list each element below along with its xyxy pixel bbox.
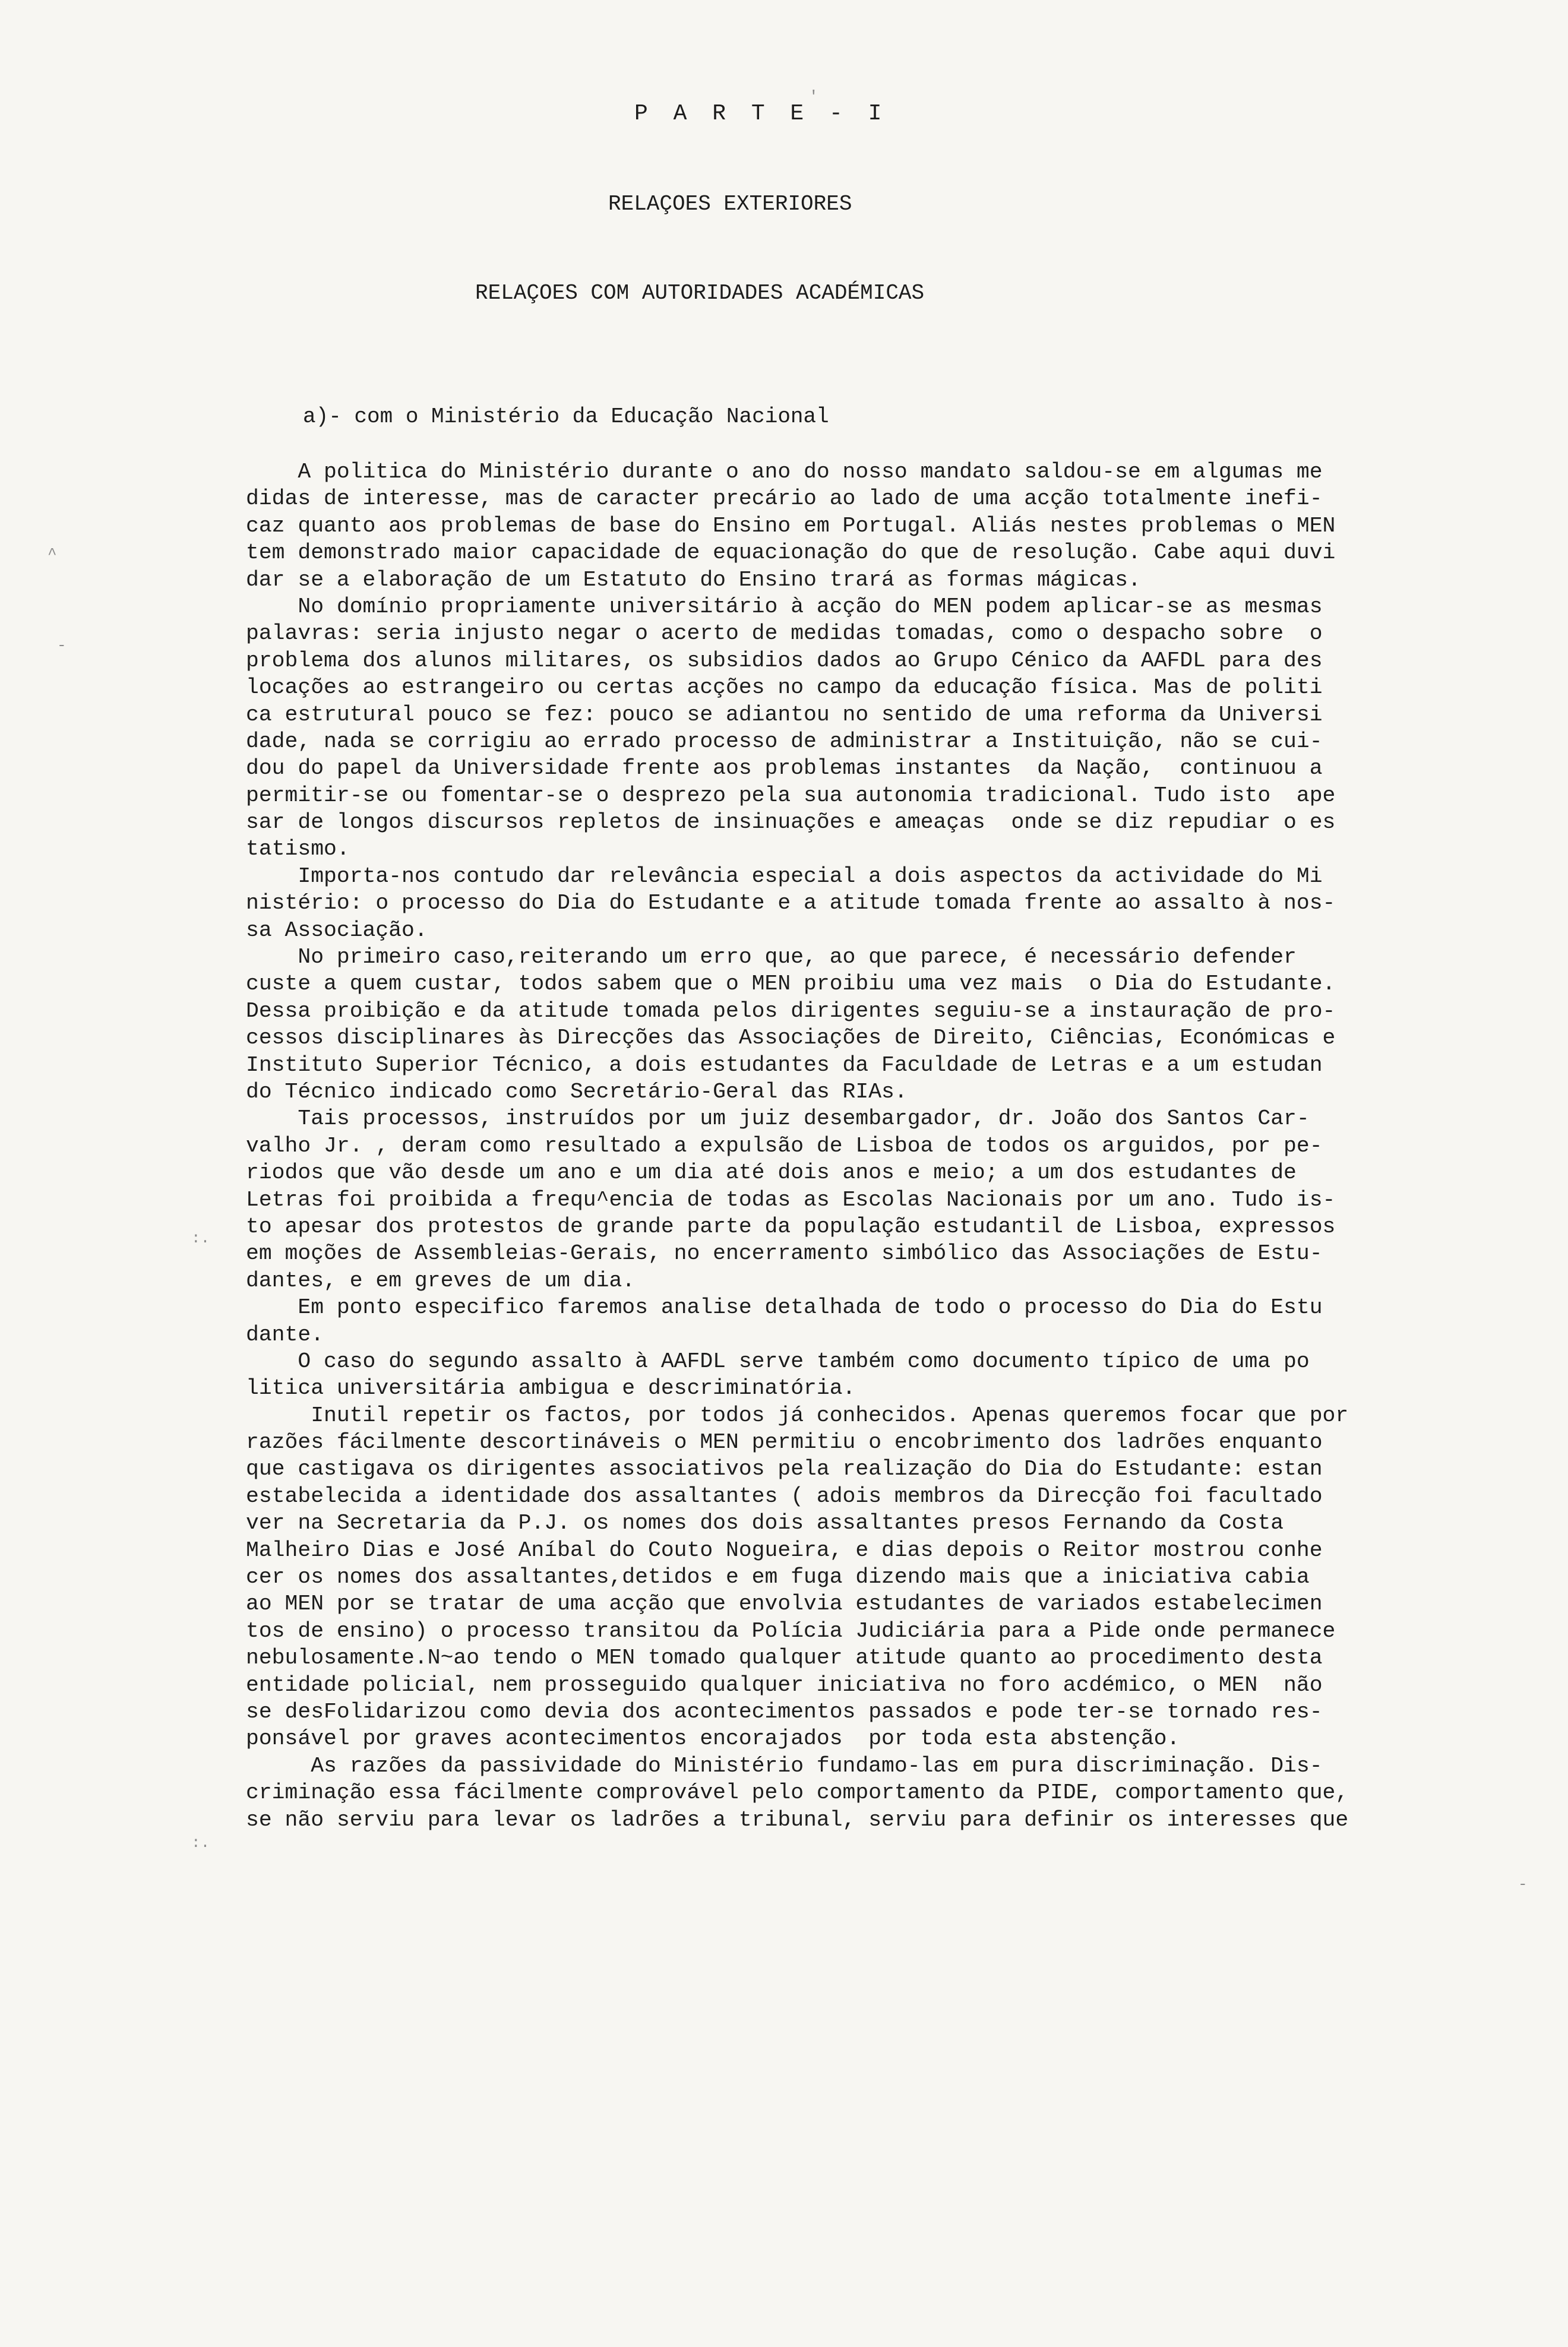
text-line: em moções de Assembleias-Gerais, no encerramento simbólico das Associações de Estu- <box>246 1241 1323 1266</box>
text-line: dar se a elaboração de um Estatuto do Ensino trará as formas mágicas. <box>246 567 1141 592</box>
text-line: problema dos alunos militares, os subsidios dados ao Grupo Cénico da AAFDL para des <box>246 648 1323 673</box>
scan-speck: ^ <box>48 545 57 563</box>
text-line: Dessa proibição e da atitude tomada pelos dirigentes seguiu-se a instauração de pro- <box>246 998 1336 1023</box>
text-line: Em ponto especifico faremos analise detalhada de todo o processo do Dia do Estu <box>246 1295 1323 1320</box>
text-line: caz quanto aos problemas de base do Ensino em Portugal. Aliás nestes problemas o MEN <box>246 513 1336 538</box>
text-line: As razões da passividade do Ministério fundamo-las em pura discriminação. Dis- <box>246 1753 1323 1778</box>
scan-speck: :. <box>191 1834 210 1852</box>
text-line: to apesar dos protestos de grande parte da população estudantil de Lisboa, expressos <box>246 1214 1336 1239</box>
text-line: tatismo. <box>246 837 350 862</box>
text-line: dade, nada se corrigiu ao errado processo de administrar a Instituição, não se cui- <box>246 729 1323 754</box>
text-line: Letras foi proibida a frequ^encia de todas as Escolas Nacionais por um ano. Tudo is- <box>246 1187 1336 1212</box>
text-line: criminação essa fácilmente comprovável pelo comportamento da PIDE, comportamento que, <box>246 1780 1349 1805</box>
text-line: estabelecida a identidade dos assaltantes ( adois membros da Direcção foi facultado <box>246 1484 1323 1508</box>
body-text <box>246 458 1511 1833</box>
text-line: sa Associação. <box>246 918 428 942</box>
text-line: tos de ensino) o processo transitou da Polícia Judiciária para a Pide onde permanece <box>246 1618 1336 1643</box>
text-line: que castigava os dirigentes associativos pela realização do Dia do Estudante: estan <box>246 1457 1323 1482</box>
text-line: se não serviu para levar os ladrões a tribunal, serviu para definir os interesses que <box>246 1807 1349 1832</box>
subsection-title: RELAÇOES COM AUTORIDADES ACADÉMICAS <box>475 281 925 305</box>
text-line: ponsável por graves acontecimentos encorajados por toda esta abstenção. <box>246 1726 1180 1751</box>
text-line: cer os nomes dos assaltantes,detidos e em fuga dizendo mais que a iniciativa cabia <box>246 1565 1310 1590</box>
text-line: sar de longos discursos repletos de insinuações e ameaças onde se diz repudiar o es <box>246 810 1336 835</box>
scan-speck: - <box>57 637 67 654</box>
section-title: RELAÇOES EXTERIORES <box>608 192 852 216</box>
text-line: ao MEN por se tratar de uma acção que envolvia estudantes de variados estabelecimen <box>246 1592 1323 1617</box>
text-line: litica universitária ambigua e descriminatória. <box>246 1376 856 1401</box>
text-line: ca estrutural pouco se fez: pouco se adiantou no sentido de uma reforma da Universi <box>246 702 1323 727</box>
text-line: didas de interesse, mas de caracter precário ao lado de uma acção totalmente inefi- <box>246 486 1323 511</box>
text-line: A politica do Ministério durante o ano do nosso mandato saldou-se em algumas me <box>246 460 1323 484</box>
text-line: nistério: o processo do Dia do Estudante e a atitude tomada frente ao assalto à nos- <box>246 891 1336 916</box>
text-line: entidade policial, nem prosseguido qualquer iniciativa no foro acdémico, o MEN não <box>246 1672 1323 1697</box>
text-line: nebulosamente.N~ao tendo o MEN tomado qualquer atitude quanto ao procedimento desta <box>246 1646 1323 1671</box>
text-line: Tais processos, instruídos por um juiz desembargador, dr. João dos Santos Car- <box>246 1106 1310 1131</box>
text-line: O caso do segundo assalto à AAFDL serve também como documento típico de uma po <box>246 1349 1310 1374</box>
item-heading: a)- com o Ministério da Educação Nacional <box>303 404 829 429</box>
scan-speck: ' <box>809 88 818 106</box>
text-line: se desFolidarizou como devia dos acontecimentos passados e pode ter-se tornado res- <box>246 1699 1323 1724</box>
text-line: Instituto Superior Técnico, a dois estudantes da Faculdade de Letras e a um estudan <box>246 1052 1323 1077</box>
text-line: Importa-nos contudo dar relevância especial a dois aspectos da actividade do Mi <box>246 863 1323 888</box>
text-line: palavras: seria injusto negar o acerto de medidas tomadas, como o despacho sobre o <box>246 621 1323 646</box>
part-title: P A R T E - I <box>634 101 888 126</box>
text-line: tem demonstrado maior capacidade de equacionação do que de resolução. Cabe aqui duvi <box>246 540 1336 565</box>
text-line: Inutil repetir os factos, por todos já conhecidos. Apenas queremos focar que por <box>246 1403 1349 1428</box>
text-line: permitir-se ou fomentar-se o desprezo pela sua autonomia tradicional. Tudo isto ape <box>246 783 1336 808</box>
text-line: No domínio propriamente universitário à acção do MEN podem aplicar-se as mesmas <box>246 594 1323 619</box>
scan-speck: - <box>1518 1875 1528 1893</box>
text-line: cessos disciplinares às Direcções das Associações de Direito, Ciências, Económicas e <box>246 1026 1336 1051</box>
text-line: ver na Secretaria da P.J. os nomes dos dois assaltantes presos Fernando da Costa <box>246 1511 1284 1536</box>
text-line: valho Jr. , deram como resultado a expulsão de Lisboa de todos os arguidos, por pe- <box>246 1133 1323 1158</box>
text-line: Malheiro Dias e José Aníbal do Couto Nogueira, e dias depois o Reitor mostrou conhe <box>246 1538 1323 1562</box>
text-line: custe a quem custar, todos sabem que o MEN proibiu uma vez mais o Dia do Estudante. <box>246 972 1336 997</box>
text-line: locações ao estrangeiro ou certas acções no campo da educação física. Mas de politi <box>246 675 1323 700</box>
text-line: dante. <box>246 1322 324 1347</box>
text-line: razões fácilmente descortináveis o MEN permitiu o encobrimento dos ladrões enquanto <box>246 1430 1323 1455</box>
text-line: dantes, e em greves de um dia. <box>246 1268 636 1293</box>
text-line: No primeiro caso,reiterando um erro que, ao que parece, é necessário defender <box>246 945 1297 970</box>
scan-speck: :. <box>191 1229 210 1247</box>
text-line: do Técnico indicado como Secretário-Geral das RIAs. <box>246 1079 908 1104</box>
text-line: dou do papel da Universidade frente aos problemas instantes da Nação, continuou a <box>246 756 1323 781</box>
text-line: riodos que vão desde um ano e um dia até dois anos e meio; a um dos estudantes de <box>246 1160 1297 1185</box>
